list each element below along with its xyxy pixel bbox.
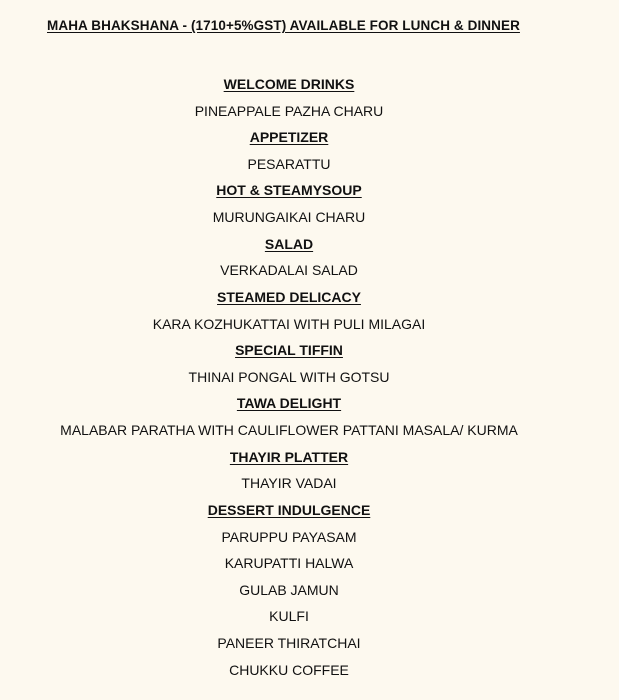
menu-item-kulfi: KULFI (269, 608, 309, 624)
menu-item-murungaikai-charu: MURUNGAIKAI CHARU (212, 209, 366, 225)
section-heading-tawa-delight: TAWA DELIGHT (236, 395, 342, 411)
section-heading-welcome-drinks: WELCOME DRINKS (223, 76, 355, 92)
menu-item-paneer-thiratchai: PANEER THIRATCHAI (217, 635, 361, 651)
menu-item-thayir-vadai: THAYIR VADAI (241, 475, 337, 491)
menu-item-thinai-pongal: THINAI PONGAL WITH GOTSU (188, 369, 390, 385)
section-heading-hot-steamy-soup: HOT & STEAMYSOUP (216, 182, 362, 198)
menu-item-chukku-coffee: CHUKKU COFFEE (229, 662, 349, 678)
menu-item-malabar-paratha: MALABAR PARATHA WITH CAULIFLOWER PATTANI MASALA/ KURMA (60, 422, 518, 438)
section-heading-appetizer: APPETIZER (249, 129, 329, 145)
menu-item-pesarattu: PESARATTU (247, 156, 331, 172)
section-heading-dessert-indulgence: DESSERT INDULGENCE (207, 502, 371, 518)
page-title: MAHA BHAKSHANA - (1710+5%GST) AVAILABLE FOR LUNCH & DINNER (47, 18, 520, 33)
section-heading-special-tiffin: SPECIAL TIFFIN (235, 342, 343, 358)
section-heading-thayir-platter: THAYIR PLATTER (229, 449, 349, 465)
menu-item-verkadalai-salad: VERKADALAI SALAD (220, 262, 358, 278)
menu-item-karupatti-halwa: KARUPATTI HALWA (224, 555, 354, 571)
section-heading-steamed-delicacy: STEAMED DELICACY (217, 289, 361, 305)
menu-item-kara-kozhukattai: KARA KOZHUKATTAI WITH PULI MILAGAI (152, 316, 426, 332)
menu-item-pineapple-pazha-charu: PINEAPPALE PAZHA CHARU (194, 103, 384, 119)
menu-item-gulab-jamun: GULAB JAMUN (239, 582, 339, 598)
section-heading-salad: SALAD (264, 236, 314, 252)
menu-item-paruppu-payasam: PARUPPU PAYASAM (221, 529, 357, 545)
